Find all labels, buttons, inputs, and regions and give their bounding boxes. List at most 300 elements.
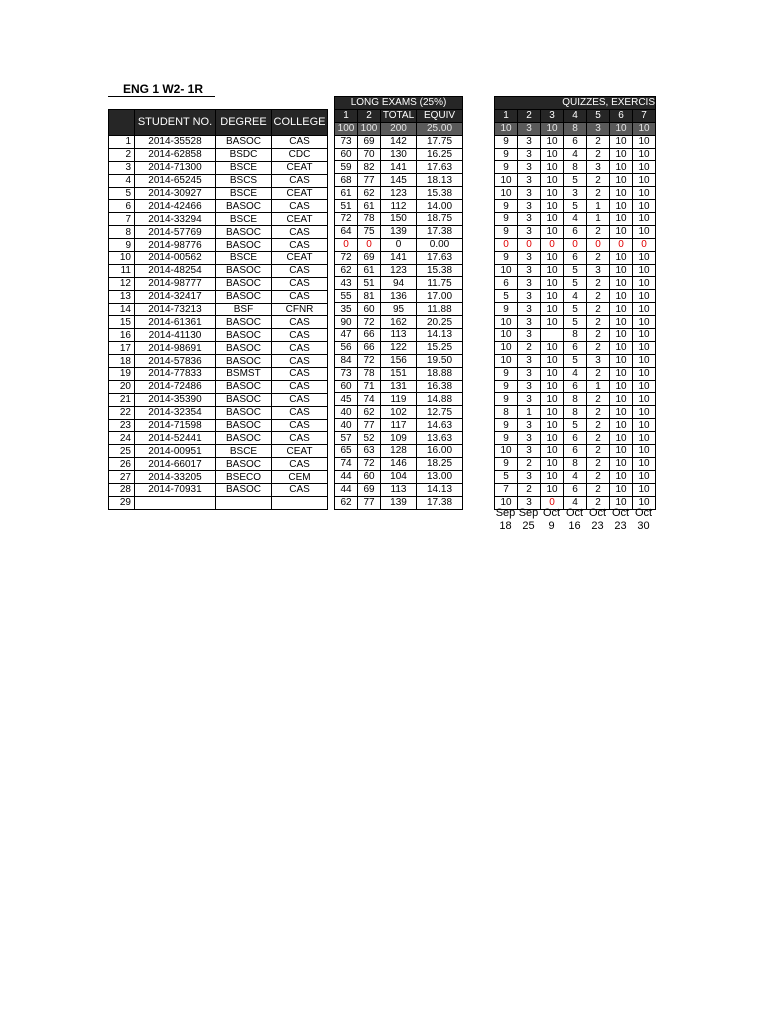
long-exam-score: 12.75 (417, 406, 463, 419)
long-exam-max-score: 100 (335, 122, 358, 135)
degree: BSMST (216, 368, 272, 381)
college: CAS (272, 355, 328, 368)
long-exams-table (334, 96, 463, 510)
degree-header: DEGREE (216, 110, 272, 136)
student-row (109, 484, 328, 497)
long-exam-score: 19.50 (417, 354, 463, 367)
degree: BASOC (216, 393, 272, 406)
college: CAS (272, 239, 328, 252)
quiz-score: 10 (541, 213, 564, 226)
long-exam-score: 78 (358, 367, 381, 380)
long-exam-score: 43 (335, 277, 358, 290)
student-row (109, 277, 328, 290)
quiz-score: 3 (518, 161, 541, 174)
quiz-score: 2 (587, 432, 610, 445)
degree: BSECO (216, 471, 272, 484)
quiz-score: 0 (541, 238, 564, 251)
college-header: COLLEGE (272, 110, 328, 136)
quizzes-body (495, 135, 656, 509)
quiz-score: 10 (610, 380, 633, 393)
student-number: 2014-65245 (135, 174, 216, 187)
row-number: 3 (109, 161, 135, 174)
quiz-score: 10 (633, 367, 656, 380)
quiz-score: 10 (610, 393, 633, 406)
student-row (109, 316, 328, 329)
quiz-score: 3 (518, 148, 541, 161)
quiz-score: 2 (587, 187, 610, 200)
long-exam-score: 14.88 (417, 393, 463, 406)
quiz-score: 10 (633, 290, 656, 303)
degree: BASOC (216, 458, 272, 471)
quiz-row (495, 251, 656, 264)
long-exam-row (335, 367, 463, 380)
degree: BASOC (216, 290, 272, 303)
college: CEM (272, 471, 328, 484)
quiz-score: 10 (541, 316, 564, 329)
degree: BSCE (216, 213, 272, 226)
quiz-score: 10 (541, 161, 564, 174)
quiz-score: 3 (518, 393, 541, 406)
quiz-date-day: 30 (637, 520, 650, 532)
quiz-score: 10 (633, 277, 656, 290)
student-table (108, 109, 328, 510)
student-row (109, 380, 328, 393)
row-number-header (109, 110, 135, 136)
long-exam-score: 128 (381, 445, 417, 458)
quiz-column-header: 1 (495, 109, 518, 122)
long-exam-score: 16.25 (417, 148, 463, 161)
student-row (109, 432, 328, 445)
long-exam-score: 59 (335, 161, 358, 174)
student-number: 2014-52441 (135, 432, 216, 445)
quiz-score: 10 (633, 264, 656, 277)
student-no-header: STUDENT NO. (135, 110, 216, 136)
student-number: 2014-98691 (135, 342, 216, 355)
long-exam-score: 139 (381, 225, 417, 238)
student-number: 2014-00951 (135, 445, 216, 458)
quiz-score: 10 (610, 470, 633, 483)
quiz-max-score: 10 (495, 122, 518, 135)
quiz-max-score: 3 (518, 122, 541, 135)
student-row (109, 174, 328, 187)
row-number: 6 (109, 200, 135, 213)
quiz-score: 9 (495, 380, 518, 393)
row-number: 19 (109, 368, 135, 381)
quiz-score: 10 (495, 264, 518, 277)
quiz-score: 9 (495, 251, 518, 264)
quiz-score: 9 (495, 367, 518, 380)
student-number (135, 496, 216, 509)
row-number: 8 (109, 226, 135, 239)
quiz-score: 10 (541, 406, 564, 419)
row-number: 26 (109, 458, 135, 471)
student-number: 2014-32354 (135, 406, 216, 419)
long-exam-score: 139 (381, 496, 417, 509)
degree: BSCS (216, 174, 272, 187)
quiz-score: 2 (587, 445, 610, 458)
long-exam-score: 18.75 (417, 213, 463, 226)
student-row (109, 329, 328, 342)
college: CAS (272, 419, 328, 432)
long-exam-row (335, 457, 463, 470)
long-exam-column-header: TOTAL (381, 109, 417, 122)
long-exam-score: 52 (358, 432, 381, 445)
long-exam-score: 131 (381, 380, 417, 393)
long-exam-score: 60 (358, 303, 381, 316)
student-row (109, 252, 328, 265)
quiz-score: 10 (633, 213, 656, 226)
row-number: 14 (109, 303, 135, 316)
quiz-score: 10 (541, 148, 564, 161)
quiz-score: 9 (495, 213, 518, 226)
quiz-score: 10 (633, 341, 656, 354)
student-number: 2014-71598 (135, 419, 216, 432)
college: CEAT (272, 187, 328, 200)
quiz-score: 2 (587, 174, 610, 187)
long-exam-score: 82 (358, 161, 381, 174)
quiz-row (495, 135, 656, 148)
student-row (109, 406, 328, 419)
quiz-date-day: 25 (522, 520, 535, 532)
quiz-score: 3 (518, 329, 541, 342)
quiz-row (495, 419, 656, 432)
degree: BASOC (216, 226, 272, 239)
quiz-score: 3 (518, 277, 541, 290)
long-exam-row (335, 238, 463, 251)
quiz-score: 6 (564, 225, 587, 238)
quiz-score: 10 (541, 483, 564, 496)
long-exam-score: 72 (335, 213, 358, 226)
long-exam-row (335, 354, 463, 367)
long-exam-score: 15.38 (417, 264, 463, 277)
long-exam-row (335, 277, 463, 290)
long-exam-row (335, 470, 463, 483)
quiz-score: 10 (541, 419, 564, 432)
long-exam-row (335, 445, 463, 458)
quiz-score: 3 (518, 354, 541, 367)
long-exam-row (335, 290, 463, 303)
quiz-date-day: 23 (591, 520, 604, 532)
long-exam-score: 61 (358, 264, 381, 277)
student-number: 2014-71300 (135, 161, 216, 174)
quiz-score: 10 (610, 148, 633, 161)
college: CAS (272, 380, 328, 393)
quiz-score: 10 (610, 367, 633, 380)
quiz-score: 10 (633, 329, 656, 342)
degree: BASOC (216, 342, 272, 355)
quiz-score: 10 (610, 135, 633, 148)
quiz-row (495, 457, 656, 470)
quiz-column-header: 4 (564, 109, 587, 122)
row-number: 2 (109, 148, 135, 161)
row-number: 23 (109, 419, 135, 432)
quiz-score: 10 (610, 225, 633, 238)
quiz-score: 10 (633, 174, 656, 187)
long-exam-score: 117 (381, 419, 417, 432)
quiz-score: 9 (495, 432, 518, 445)
row-number: 24 (109, 432, 135, 445)
quiz-score: 10 (495, 174, 518, 187)
student-row (109, 393, 328, 406)
quiz-score: 2 (587, 277, 610, 290)
quiz-score: 8 (564, 457, 587, 470)
degree: BASOC (216, 136, 272, 149)
quiz-score: 10 (633, 445, 656, 458)
quiz-score: 0 (587, 238, 610, 251)
student-number: 2014-72486 (135, 380, 216, 393)
quiz-score (541, 329, 564, 342)
quiz-score: 6 (495, 277, 518, 290)
long-exam-row (335, 161, 463, 174)
student-number: 2014-35390 (135, 393, 216, 406)
long-exam-score: 17.63 (417, 161, 463, 174)
long-exam-score: 77 (358, 174, 381, 187)
quiz-score: 3 (518, 290, 541, 303)
quiz-score: 0 (564, 238, 587, 251)
quiz-score: 0 (633, 238, 656, 251)
quiz-score: 10 (633, 483, 656, 496)
degree: BSCE (216, 252, 272, 265)
quiz-score: 1 (518, 406, 541, 419)
quizzes-max-scores (495, 122, 656, 135)
degree: BSCE (216, 445, 272, 458)
student-row (109, 161, 328, 174)
long-exam-row (335, 213, 463, 226)
long-exam-score: 119 (381, 393, 417, 406)
student-row (109, 368, 328, 381)
quiz-row (495, 161, 656, 174)
quiz-score: 9 (495, 303, 518, 316)
quiz-score: 2 (518, 457, 541, 470)
quiz-score: 2 (587, 367, 610, 380)
quiz-score: 10 (541, 341, 564, 354)
quiz-score: 10 (633, 200, 656, 213)
long-exam-score: 151 (381, 367, 417, 380)
row-number: 11 (109, 264, 135, 277)
quiz-row (495, 200, 656, 213)
quiz-score: 5 (495, 470, 518, 483)
quiz-score: 2 (587, 329, 610, 342)
quiz-score: 2 (587, 483, 610, 496)
student-table-body (109, 136, 328, 510)
long-exam-column-header: EQUIV (417, 109, 463, 122)
quiz-score: 10 (633, 393, 656, 406)
row-number: 16 (109, 329, 135, 342)
long-exam-score: 16.00 (417, 445, 463, 458)
student-number: 2014-33205 (135, 471, 216, 484)
quiz-date-month: Oct (542, 507, 561, 519)
degree: BSF (216, 303, 272, 316)
quiz-row (495, 393, 656, 406)
quiz-score: 1 (587, 213, 610, 226)
quiz-score: 8 (564, 393, 587, 406)
long-exam-row (335, 225, 463, 238)
long-exam-row (335, 419, 463, 432)
quiz-score: 3 (518, 135, 541, 148)
college: CEAT (272, 161, 328, 174)
long-exam-score: 123 (381, 264, 417, 277)
quiz-score: 10 (495, 341, 518, 354)
quiz-score: 10 (541, 354, 564, 367)
student-row (109, 458, 328, 471)
quiz-date-month: Oct (588, 507, 607, 519)
long-exam-score: 70 (358, 148, 381, 161)
quiz-score: 9 (495, 393, 518, 406)
long-exam-score: 15.38 (417, 187, 463, 200)
quiz-score: 2 (518, 483, 541, 496)
quiz-score: 8 (564, 161, 587, 174)
student-number: 2014-77833 (135, 368, 216, 381)
quiz-score: 10 (541, 393, 564, 406)
student-row (109, 419, 328, 432)
student-row (109, 264, 328, 277)
degree: BASOC (216, 316, 272, 329)
quiz-score: 9 (495, 200, 518, 213)
quiz-score: 10 (633, 135, 656, 148)
quiz-score: 3 (587, 264, 610, 277)
quiz-score: 2 (587, 225, 610, 238)
long-exam-score: 35 (335, 303, 358, 316)
quiz-row (495, 432, 656, 445)
quiz-score: 1 (587, 380, 610, 393)
degree: BASOC (216, 406, 272, 419)
long-exam-row (335, 432, 463, 445)
quiz-score: 10 (541, 225, 564, 238)
college: CEAT (272, 252, 328, 265)
quiz-score: 10 (541, 290, 564, 303)
row-number: 20 (109, 380, 135, 393)
quiz-score: 2 (587, 135, 610, 148)
quiz-score: 10 (633, 406, 656, 419)
college: CAS (272, 277, 328, 290)
long-exam-score: 78 (358, 213, 381, 226)
quiz-date-day: 18 (499, 520, 512, 532)
quiz-score: 8 (564, 406, 587, 419)
quiz-score: 10 (610, 290, 633, 303)
quiz-score: 5 (564, 200, 587, 213)
quiz-score: 10 (610, 354, 633, 367)
quiz-score: 2 (587, 470, 610, 483)
quiz-score: 3 (518, 264, 541, 277)
quiz-score: 9 (495, 419, 518, 432)
long-exam-score: 14.13 (417, 483, 463, 496)
quiz-max-score: 10 (541, 122, 564, 135)
quiz-row (495, 329, 656, 342)
long-exam-score: 90 (335, 316, 358, 329)
student-number: 2014-32417 (135, 290, 216, 303)
long-exam-row (335, 303, 463, 316)
student-row (109, 290, 328, 303)
quiz-score: 1 (587, 200, 610, 213)
quiz-score: 5 (564, 264, 587, 277)
long-exam-row (335, 380, 463, 393)
quiz-row (495, 264, 656, 277)
degree: BSCE (216, 161, 272, 174)
quiz-score: 10 (633, 380, 656, 393)
quiz-score: 5 (564, 316, 587, 329)
student-number: 2014-73213 (135, 303, 216, 316)
long-exam-score: 123 (381, 187, 417, 200)
long-exams-column-headers (335, 109, 463, 122)
quiz-score: 10 (610, 445, 633, 458)
long-exam-score: 94 (381, 277, 417, 290)
long-exam-score: 102 (381, 406, 417, 419)
long-exam-max-score: 100 (358, 122, 381, 135)
quizzes-header: QUIZZES, EXERCIS (495, 97, 656, 110)
quiz-score: 3 (518, 496, 541, 509)
long-exam-score: 11.88 (417, 303, 463, 316)
long-exam-score: 63 (358, 445, 381, 458)
student-number: 2014-66017 (135, 458, 216, 471)
long-exam-score: 0 (381, 238, 417, 251)
quiz-score: 3 (518, 470, 541, 483)
quiz-score: 9 (495, 161, 518, 174)
college: CAS (272, 136, 328, 149)
long-exam-score: 17.75 (417, 135, 463, 148)
quiz-score: 4 (564, 213, 587, 226)
quiz-score: 4 (564, 367, 587, 380)
long-exam-score: 55 (335, 290, 358, 303)
quiz-score: 10 (541, 445, 564, 458)
long-exam-score: 146 (381, 457, 417, 470)
student-row (109, 342, 328, 355)
degree: BASOC (216, 432, 272, 445)
row-number: 1 (109, 136, 135, 149)
long-exam-column-header: 1 (335, 109, 358, 122)
quiz-score: 3 (518, 213, 541, 226)
long-exam-score: 72 (358, 354, 381, 367)
long-exam-score: 17.63 (417, 251, 463, 264)
quiz-score: 10 (633, 225, 656, 238)
quiz-score: 0 (518, 238, 541, 251)
long-exam-score: 0 (358, 238, 381, 251)
quiz-date-day: 9 (548, 520, 555, 532)
quiz-score: 6 (564, 341, 587, 354)
quiz-score: 10 (541, 264, 564, 277)
quiz-score: 3 (518, 225, 541, 238)
quiz-score: 10 (610, 419, 633, 432)
degree: BASOC (216, 264, 272, 277)
quiz-score: 10 (495, 445, 518, 458)
quiz-row (495, 380, 656, 393)
quiz-score: 3 (587, 354, 610, 367)
quiz-score: 10 (633, 148, 656, 161)
quiz-score: 10 (541, 187, 564, 200)
long-exam-row (335, 264, 463, 277)
row-number: 13 (109, 290, 135, 303)
quiz-row (495, 341, 656, 354)
long-exam-score: 113 (381, 483, 417, 496)
long-exam-score: 0 (335, 238, 358, 251)
long-exam-score: 40 (335, 419, 358, 432)
long-exam-score: 150 (381, 213, 417, 226)
college: CEAT (272, 445, 328, 458)
quiz-score: 5 (564, 419, 587, 432)
student-number: 2014-41130 (135, 329, 216, 342)
degree: BASOC (216, 380, 272, 393)
quiz-score: 4 (564, 148, 587, 161)
row-number: 15 (109, 316, 135, 329)
quiz-score: 9 (495, 225, 518, 238)
row-number: 27 (109, 471, 135, 484)
student-row (109, 136, 328, 149)
quiz-row (495, 316, 656, 329)
row-number: 17 (109, 342, 135, 355)
quiz-row (495, 174, 656, 187)
quiz-date-month: Oct (565, 507, 584, 519)
long-exam-row (335, 496, 463, 509)
long-exam-score: 14.00 (417, 200, 463, 213)
